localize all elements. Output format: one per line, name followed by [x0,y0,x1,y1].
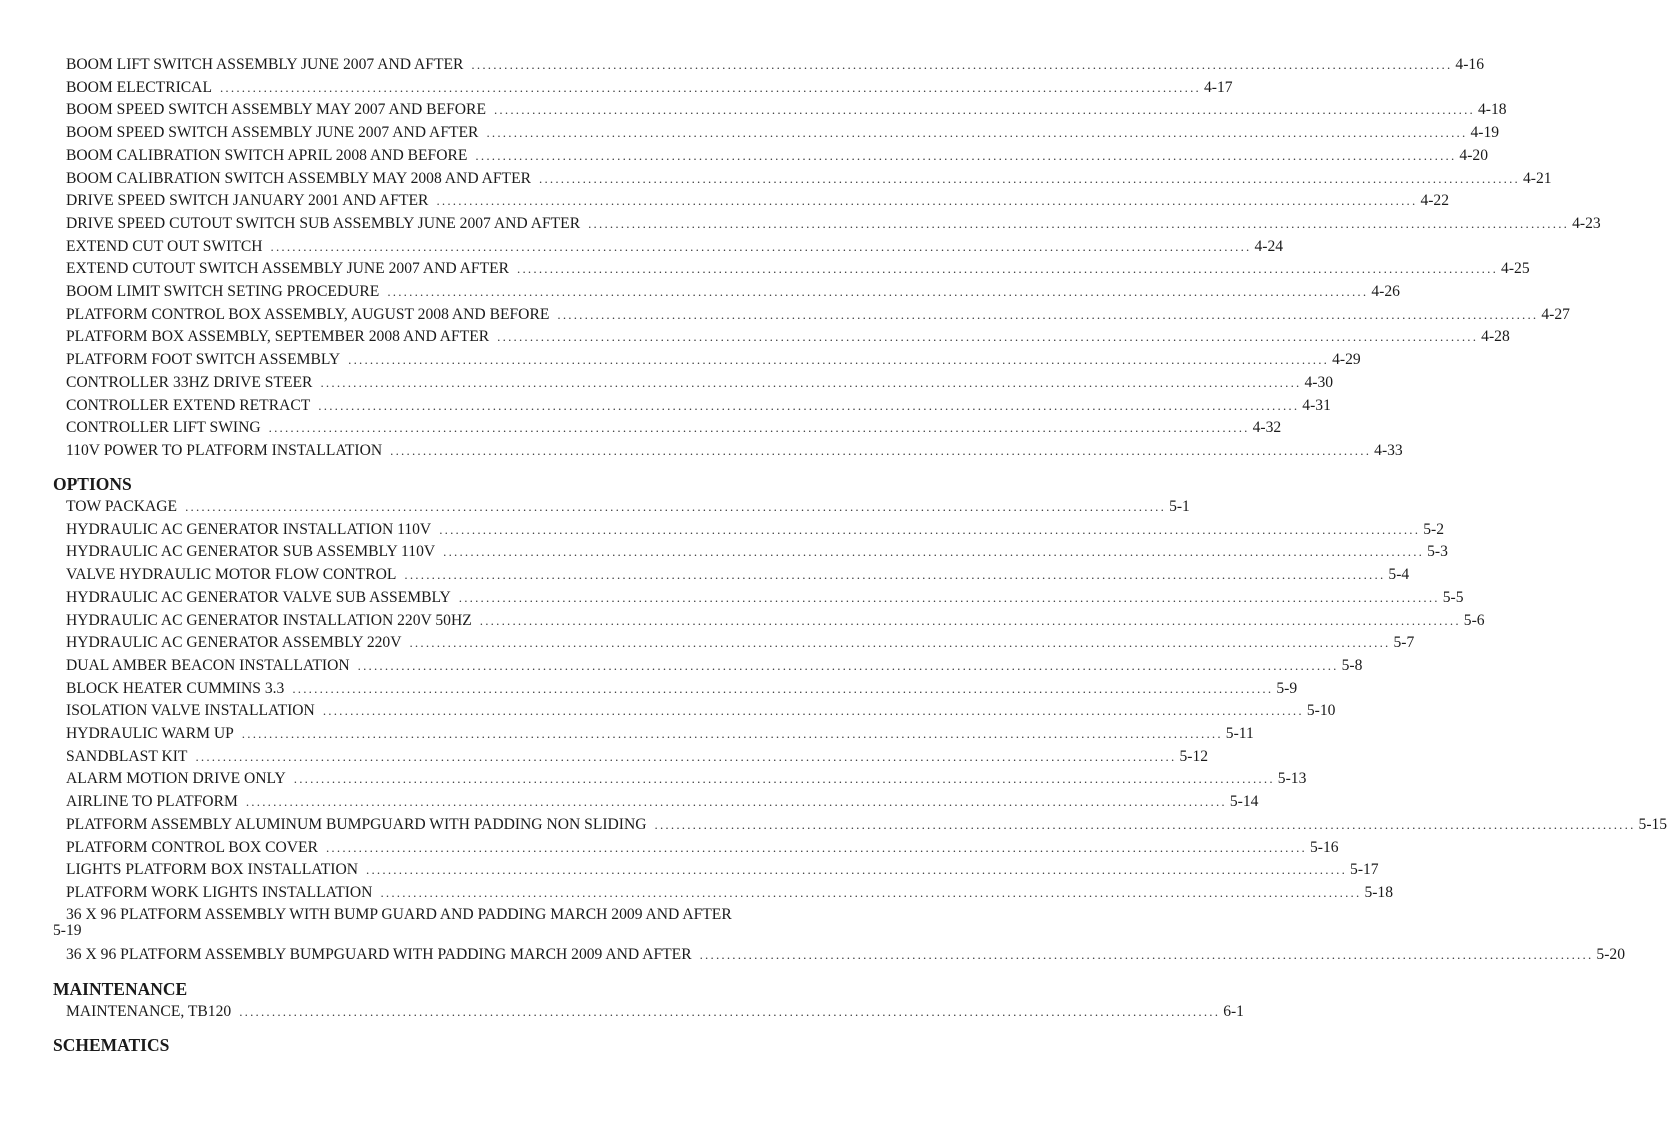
toc-entry-page: 4-18 [1477,101,1507,119]
toc-entry-title: HYDRAULIC WARM UP [66,725,234,742]
dot-leader: .................................................................................................................................................................................... [219,79,1201,95]
toc-entry-title: PLATFORM BOX ASSEMBLY, SEPTEMBER 2008 AND AFTER [66,328,490,346]
toc-entry-title: DRIVE SPEED SWITCH JANUARY 2001 AND AFTER [66,192,429,210]
dot-leader: .................................................................................................................................................................................... [479,612,1461,628]
toc-entry-title: ALARM MOTION DRIVE ONLY [66,770,286,788]
toc-entry-page: 6-1 [1223,1003,1244,1020]
toc-entry[interactable] [66,723,1254,745]
toc-entry[interactable] [66,417,1282,439]
dot-leader: .................................................................................................................................................................................... [390,442,1372,458]
dot-leader: .................................................................................................................................................................................... [380,884,1362,900]
toc-entry-title: BOOM ELECTRICAL [66,78,212,96]
toc-entry-title: BOOM LIFT SWITCH ASSEMBLY JUNE 2007 AND AFTER [66,56,464,73]
toc-entry-page: 4-25 [1501,260,1530,278]
dot-leader: .................................................................................................................................................................... [699,947,1594,962]
toc-entry-title: TOW PACKAGE [66,498,178,515]
toc-entry-title: PLATFORM WORK LIGHTS INSTALLATION [66,883,373,901]
toc-entry[interactable] [66,610,1485,632]
toc-entry[interactable] [66,372,1334,394]
toc-entry-page: 4-26 [1371,283,1400,300]
toc-entry-title: HYDRAULIC AC GENERATOR INSTALLATION 110V [66,520,432,538]
toc-entry-page: 4-24 [1254,237,1284,255]
toc-entry-title: CONTROLLER 33HZ DRIVE STEER [66,373,313,391]
toc-entry-page: 5-17 [1350,861,1379,879]
toc-entry[interactable] [66,145,1489,167]
dot-leader: .................................................................................................................................................................................... [245,794,1227,810]
dot-leader: .................................................................................................................................................................................... [517,261,1499,277]
toc-entry-title: PLATFORM CONTROL BOX ASSEMBLY, AUGUST 2008 AND BEFORE [66,305,550,323]
toc-entry-page: 5-3 [1427,543,1448,561]
toc-entry[interactable] [66,791,1259,813]
toc-entry-title: BOOM LIMIT SWITCH SETING PROCEDURE [66,283,380,300]
toc-entry[interactable] [66,236,1284,258]
toc-entry[interactable] [66,541,1448,563]
toc-entry-wrapped-title[interactable]: 36 X 96 PLATFORM ASSEMBLY WITH BUMP GUARD AND PADDING MARCH 2009 AND AFTER [66,906,732,923]
dot-leader: .................................................................................................................................................................................... [439,521,1421,537]
toc-entry[interactable] [66,859,1379,881]
dot-leader: .................................................................................................................................................................................... [268,420,1250,436]
toc-entry[interactable] [66,190,1450,212]
toc-entry[interactable] [66,814,1667,836]
dot-leader: .................................................................................................................................................................................... [185,499,1167,514]
toc-entry[interactable] [66,168,1552,190]
toc-entry-page: 5-20 [1596,946,1626,963]
toc-entry[interactable] [66,655,1363,677]
toc-entry-page: 4-23 [1572,214,1601,232]
dot-leader: .................................................................................................................................................................................... [493,102,1475,118]
dot-leader: .................................................................................................................................................................................... [539,170,1520,186]
toc-entry-title: HYDRAULIC AC GENERATOR VALVE SUB ASSEMBLY [66,588,451,606]
toc-entry-page: 4-32 [1252,419,1282,437]
toc-entry-page: 4-16 [1455,56,1485,73]
dot-leader: .................................................................................................................................................................................... [471,57,1453,72]
toc-entry[interactable] [66,99,1507,121]
dot-leader: .................................................................................................................................................................................... [458,589,1440,605]
toc-entry-page: 5-4 [1388,566,1410,584]
dot-leader: .................................................................................................................................................................................... [348,352,1330,368]
toc-entry[interactable] [66,122,1500,144]
dot-leader: .................................................................................................................................................................................... [475,147,1457,163]
dot-leader: .................................................................................................................................................................................... [497,329,1479,345]
toc-entry-title: PLATFORM ASSEMBLY ALUMINUM BUMPGUARD WITH PADDING NON SLIDING [66,815,647,833]
dot-leader: .................................................................................................................................................................................... [366,862,1348,878]
toc-entry[interactable] [66,587,1464,609]
dot-leader: .................................................................................................................................................................................... [322,703,1304,719]
toc-entry[interactable] [66,837,1339,859]
toc-entry-page: 4-28 [1481,328,1510,346]
toc-entry[interactable] [66,54,1485,76]
toc-entry[interactable] [66,304,1570,326]
toc-entry[interactable] [66,564,1410,586]
toc-entry-page: 5-16 [1309,838,1339,856]
toc-entry[interactable] [66,281,1400,303]
toc-entry-title: BOOM SPEED SWITCH ASSEMBLY JUNE 2007 AND AFTER [66,124,479,142]
toc-entry-page: 4-29 [1332,351,1361,369]
toc-entry-page: 4-33 [1374,441,1403,459]
toc-entry-title: BOOM CALIBRATION SWITCH ASSEMBLY MAY 2008 AND AFTER [66,169,531,187]
toc-entry-page: 5-6 [1463,611,1485,629]
dot-leader: .................................................................................................................................................................................... [195,748,1177,764]
toc-entry-page: 5-5 [1442,588,1464,606]
toc-entry[interactable] [66,1001,1244,1023]
toc-entry-title: EXTEND CUT OUT SWITCH [66,237,263,255]
dot-leader: .................................................................................................................................................................................... [318,397,1300,413]
toc-entry-title: VALVE HYDRAULIC MOTOR FLOW CONTROL [66,566,397,584]
toc-entry[interactable] [66,258,1530,280]
toc-entry-title: ISOLATION VALVE INSTALLATION [66,702,315,720]
toc-entry-page: 4-30 [1304,373,1334,391]
dot-leader: .................................................................................................................................................................................... [588,215,1570,231]
toc-entry[interactable] [66,768,1307,790]
toc-entry-page: 5-14 [1229,793,1259,811]
toc-entry-page: 5-1 [1169,498,1190,515]
toc-entry-title: MAINTENANCE, TB120 [66,1003,232,1020]
toc-entry-page: 5-15 [1638,815,1667,833]
toc-entry[interactable] [66,440,1403,462]
toc-entry-title: EXTEND CUTOUT SWITCH ASSEMBLY JUNE 2007 AND AFTER [66,260,510,278]
toc-entry-page: 4-22 [1420,192,1450,210]
toc-entry-title: HYDRAULIC AC GENERATOR ASSEMBLY 220V [66,634,402,652]
dot-leader: .................................................................................................................................................................................... [241,726,1223,741]
toc-entry[interactable] [66,395,1331,417]
toc-entry-title: BOOM SPEED SWITCH ASSEMBLY MAY 2007 AND BEFORE [66,101,486,119]
toc-entry-title: AIRLINE TO PLATFORM [66,793,238,811]
dot-leader: .................................................................................................................................................................................... [387,284,1369,299]
schematics-heading: SCHEMATICS [53,1035,170,1055]
toc-entry[interactable] [66,632,1415,654]
dot-leader: .................................................................................................................................................................................... [292,680,1274,696]
toc-entry-title: HYDRAULIC AC GENERATOR INSTALLATION 220V 50HZ [66,611,472,629]
toc-entry-title: 110V POWER TO PLATFORM INSTALLATION [66,441,383,459]
toc-entry-title: DUAL AMBER BEACON INSTALLATION [66,656,350,674]
toc-entry[interactable] [66,882,1394,904]
toc-entry[interactable] [66,678,1298,700]
toc-entry[interactable] [66,349,1361,371]
toc-entry-page: 5-11 [1225,725,1254,742]
toc-entry-page: 4-21 [1523,169,1552,187]
toc-entry-title: PLATFORM CONTROL BOX COVER [66,838,318,856]
toc-entry[interactable] [66,213,1601,235]
maintenance-heading: MAINTENANCE [53,979,188,999]
dot-leader: .................................................................................................................................................................................... [436,193,1418,209]
toc-entry[interactable] [66,326,1510,348]
dot-leader: .................................................................................................................................................................................... [409,635,1391,651]
dot-leader: .................................................................................................................................................................................... [654,816,1636,832]
toc-entry-title: DRIVE SPEED CUTOUT SWITCH SUB ASSEMBLY JUNE 2007 AND AFTER [66,214,581,232]
dot-leader: .................................................................................................................................................................................... [320,374,1302,390]
toc-entry-last-option[interactable] [66,944,1626,966]
toc-entry-title: 36 X 96 PLATFORM ASSEMBLY BUMPGUARD WITH PADDING MARCH 2009 AND AFTER [66,946,692,963]
toc-entry-page: 5-10 [1306,702,1336,720]
toc-entry[interactable] [66,746,1209,768]
toc-entry-page: 5-2 [1423,520,1444,538]
dot-leader: .................................................................................................................................................................................... [293,771,1275,787]
toc-entry[interactable] [66,700,1336,722]
dot-leader: .................................................................................................................................................................................... [557,306,1539,322]
toc-entry-page: 5-7 [1393,634,1415,652]
toc-entry-page: 4-19 [1470,124,1500,142]
toc-entry-title: SANDBLAST KIT [66,747,188,765]
toc-entry-page: 5-9 [1276,679,1298,697]
toc-entry-title: PLATFORM FOOT SWITCH ASSEMBLY [66,351,341,369]
toc-entry[interactable] [66,77,1233,99]
toc-entry[interactable] [66,496,1190,518]
toc-entry-page: 4-27 [1541,305,1570,323]
toc-entry-title: CONTROLLER EXTEND RETRACT [66,396,311,414]
dot-leader: .................................................................................................................................................................................... [325,839,1307,855]
toc-entry-title: BOOM CALIBRATION SWITCH APRIL 2008 AND BEFORE [66,146,468,164]
toc-entry-title: BLOCK HEATER CUMMINS 3.3 [66,679,285,697]
dot-leader: .................................................................................................................................................................................... [357,657,1339,673]
toc-entry-wrapped-page: 5-19 [53,922,82,939]
options-heading: OPTIONS [53,474,132,494]
toc-entry-title: HYDRAULIC AC GENERATOR SUB ASSEMBLY 110V [66,543,436,561]
toc-entry-page: 4-31 [1302,396,1331,414]
dot-leader: .................................................................................................................................................................................... [270,238,1252,254]
toc-entry-page: 5-18 [1364,883,1394,901]
toc-entry-page: 4-20 [1459,146,1489,164]
toc-entry-page: 5-12 [1179,747,1209,765]
dot-leader: .................................................................................................................................................................................... [443,544,1425,560]
toc-entry-page: 5-8 [1341,656,1363,674]
toc-entry-title: LIGHTS PLATFORM BOX INSTALLATION [66,861,359,879]
toc-entry[interactable] [66,519,1444,541]
dot-leader: .................................................................................................................................................................................... [239,1004,1221,1019]
toc-entry-page: 4-17 [1203,78,1233,96]
toc-entry-page: 5-13 [1277,770,1307,788]
dot-leader: .................................................................................................................................................................................... [486,125,1468,141]
dot-leader: .................................................................................................................................................................................... [404,567,1386,583]
toc-entry-title: CONTROLLER LIFT SWING [66,419,261,437]
